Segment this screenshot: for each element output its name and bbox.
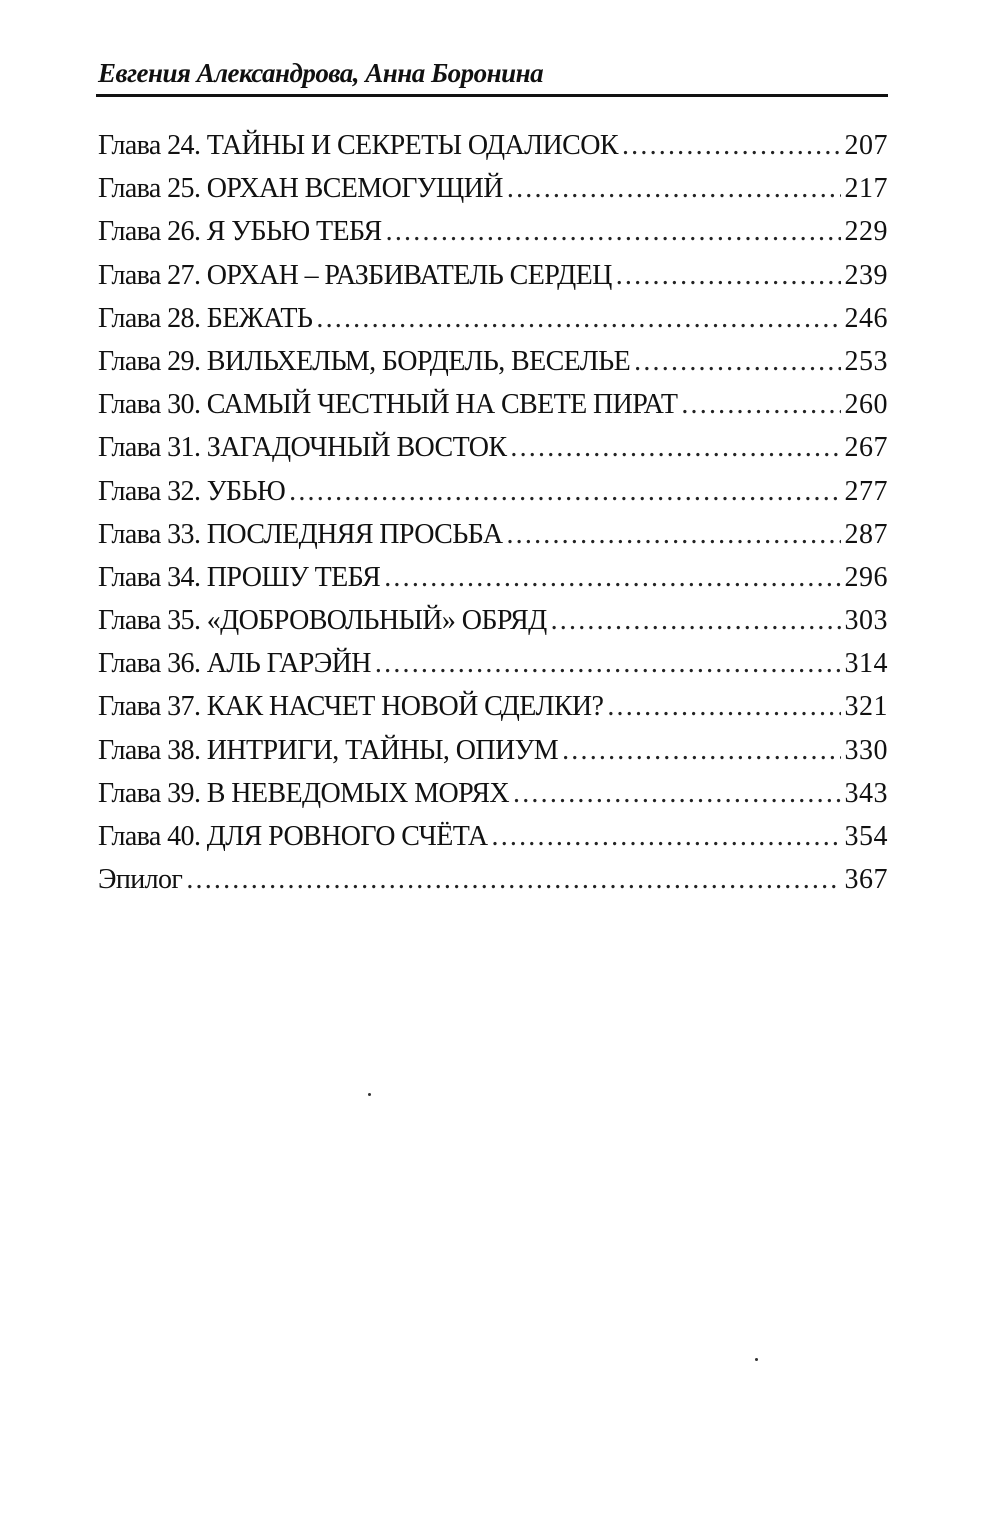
toc-chapter-title: Глава 37. КАК НАСЧЕТ НОВОЙ СДЕЛКИ? [98, 691, 604, 723]
toc-entry [98, 858, 888, 901]
toc-chapter-title: Глава 26. Я УБЬЮ ТЕБЯ [98, 216, 382, 248]
toc-leader-dots [316, 297, 840, 340]
toc-entry [98, 426, 888, 469]
toc-entry [98, 556, 888, 599]
toc-entry [98, 815, 888, 858]
toc-page-number: 367 [844, 864, 888, 896]
toc-leader-dots [622, 124, 841, 167]
toc-entry [98, 685, 888, 728]
toc-chapter-title: Глава 31. ЗАГАДОЧНЫЙ ВОСТОК [98, 432, 507, 464]
toc-leader-dots [616, 254, 841, 297]
toc-chapter-title: Глава 25. ОРХАН ВСЕМОГУЩИЙ [98, 173, 503, 205]
toc-leader-dots [375, 642, 841, 685]
toc-entry [98, 210, 888, 253]
toc-leader-dots [506, 513, 840, 556]
toc-entry [98, 470, 888, 513]
toc-entry [98, 297, 888, 340]
toc-leader-dots [492, 815, 841, 858]
toc-page-number: 229 [844, 216, 888, 248]
toc-chapter-title: Эпилог [98, 864, 183, 896]
toc-leader-dots [607, 685, 840, 728]
toc-chapter-title: Глава 28. БЕЖАТЬ [98, 302, 313, 334]
toc-chapter-title: Глава 36. АЛЬ ГАРЭЙН [98, 648, 371, 680]
toc-chapter-title: Глава 40. ДЛЯ РОВНОГО СЧЁТА [98, 821, 488, 852]
toc-entry [98, 599, 888, 642]
toc-leader-dots [681, 383, 840, 426]
toc-leader-dots [513, 772, 840, 815]
toc-chapter-title: Глава 30. САМЫЙ ЧЕСТНЫЙ НА СВЕТЕ ПИРАТ [98, 389, 678, 421]
scan-speck [755, 1358, 758, 1361]
toc-chapter-title: Глава 38. ИНТРИГИ, ТАЙНЫ, ОПИУМ [98, 734, 559, 766]
toc-page-number: 217 [844, 173, 888, 205]
toc-entry [98, 383, 888, 426]
toc-chapter-title: Глава 27. ОРХАН – РАЗБИВАТЕЛЬ СЕРДЕЦ [98, 259, 612, 291]
toc-chapter-title: Глава 39. В НЕВЕДОМЫХ МОРЯХ [98, 777, 510, 809]
toc-leader-dots [507, 167, 841, 210]
toc-page-number: 239 [844, 259, 888, 291]
toc-chapter-title: Глава 32. УБЬЮ [98, 475, 286, 507]
toc-chapter-title: Глава 33. ПОСЛЕДНЯЯ ПРОСЬБА [98, 518, 503, 550]
toc-entry [98, 340, 888, 383]
toc-page-number: 296 [844, 561, 888, 593]
toc-page-number: 207 [844, 130, 888, 161]
toc-page-number: 343 [844, 777, 888, 809]
toc-leader-dots [551, 599, 841, 642]
toc-entry [98, 124, 888, 167]
toc-leader-dots [384, 556, 840, 599]
toc-leader-dots [289, 470, 840, 513]
toc-chapter-title: Глава 35. «ДОБРОВОЛЬНЫЙ» ОБРЯД [98, 605, 547, 637]
toc-page-number: 314 [844, 648, 888, 680]
toc-page-number: 287 [844, 518, 888, 550]
toc-chapter-title: Глава 29. ВИЛЬХЕЛЬМ, БОРДЕЛЬ, ВЕСЕЛЬЕ [98, 345, 631, 377]
toc-chapter-title: Глава 34. ПРОШУ ТЕБЯ [98, 561, 381, 593]
header-rule [96, 94, 888, 97]
toc-page-number: 277 [844, 475, 888, 507]
toc-entry [98, 254, 888, 297]
toc-page-number: 303 [844, 605, 888, 637]
toc-entry [98, 772, 888, 815]
toc-entry [98, 729, 888, 772]
scan-speck [368, 1093, 371, 1096]
toc-leader-dots [510, 426, 840, 469]
toc-page-number: 267 [844, 432, 888, 464]
toc-leader-dots [386, 210, 841, 253]
running-head-authors: Евгения Александрова, Анна Боронина [98, 58, 544, 88]
toc-page-number: 246 [844, 302, 888, 334]
toc-entry [98, 167, 888, 210]
table-of-contents [98, 124, 888, 901]
toc-page-number: 253 [844, 345, 888, 377]
toc-page-number: 330 [844, 734, 888, 766]
toc-page-number: 260 [844, 389, 888, 421]
toc-leader-dots [562, 729, 840, 772]
toc-leader-dots [634, 340, 840, 383]
toc-entry [98, 513, 888, 556]
toc-entry [98, 642, 888, 685]
toc-leader-dots [186, 858, 840, 901]
toc-page-number: 354 [844, 821, 888, 852]
toc-page-number: 321 [844, 691, 888, 723]
toc-chapter-title: Глава 24. ТАЙНЫ И СЕКРЕТЫ ОДАЛИСОК [98, 130, 618, 161]
